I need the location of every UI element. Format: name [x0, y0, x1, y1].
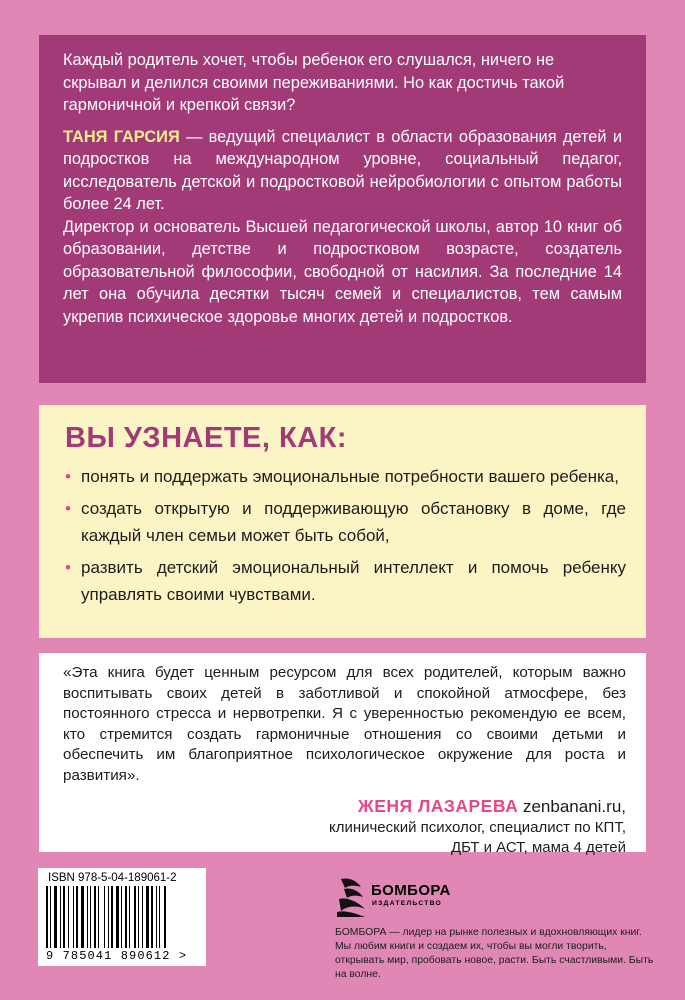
- barcode-bar: [90, 886, 91, 948]
- barcode-bar: [104, 886, 105, 948]
- publisher-name: БОМБОРА: [371, 882, 451, 899]
- barcode-bar: [138, 886, 139, 948]
- reviewer-role: [63, 818, 626, 858]
- isbn-label: ISBN 978-5-04-189061-2: [48, 872, 177, 884]
- author-bio-continued: Директор и основатель Высшей педагогической школы, автор 10 книг об образовании, детстве и подростковом возрасте, создатель образовательной философии, свободной от насилия. За последние 14 лет она обучила десятки тысяч семей и специалистов, тем самым укрепив психическое здоровье многих детей и подростков.: [63, 217, 622, 326]
- publisher-description: БОМБОРА — лидер на рынке полезных и вдохновляющих книг. Мы любим книги и создаем их, чтобы вы могли творить, открывать мир, пробовать новое, расти. Быть счастливыми. Быть на волне.: [335, 927, 654, 980]
- barcode-bar: [156, 886, 157, 948]
- barcode-bar: [125, 886, 127, 948]
- barcode-bar: [98, 886, 99, 948]
- intro-text: Каждый родитель хочет, чтобы ребенок его слушался, ничего не скрывал и делился своими переживаниями. Но как достичь такой гармоничной и крепкой связи?: [63, 51, 565, 114]
- list-item: [65, 463, 626, 490]
- barcode-bar: [116, 886, 119, 948]
- barcode-bar: [63, 886, 65, 948]
- list-item: [65, 554, 626, 608]
- barcode-bar: [73, 886, 74, 948]
- bullet-icon: •: [65, 467, 71, 486]
- list-item-text: развить детский эмоциональный интеллект и помочь ребенку управлять своими чувствами.: [81, 558, 626, 604]
- learn-box: [39, 405, 646, 638]
- barcode-bar: [129, 886, 130, 948]
- testimonial-signature: [63, 795, 626, 858]
- reviewer-site: zenbanani.ru,: [518, 797, 626, 816]
- publisher-logo: [335, 875, 655, 925]
- barcode-bar: [108, 886, 109, 948]
- barcode-bar: [76, 886, 78, 948]
- learn-list: [65, 463, 626, 608]
- barcode-block: [38, 868, 206, 966]
- list-item-text: создать открытую и поддерживающую обстановку в доме, где каждый член семьи может быть собой,: [81, 499, 626, 545]
- barcode-bar: [142, 886, 143, 948]
- testimonial-box: [39, 653, 646, 856]
- barcode-bar: [94, 886, 96, 948]
- publisher-subtitle: ИЗДАТЕЛЬСТВО: [372, 900, 443, 907]
- barcode-bar: [159, 886, 160, 948]
- barcode-bar: [146, 886, 149, 948]
- barcode-bar: [134, 886, 136, 948]
- barcode-bar: [121, 886, 122, 948]
- barcode-bar: [87, 886, 88, 948]
- barcode-bar: [46, 886, 48, 948]
- barcode-digits: 9 785041 890612 >: [46, 949, 188, 963]
- barcode-bar: [54, 886, 57, 948]
- signature-line: [63, 795, 626, 818]
- barcode-bar: [81, 886, 84, 948]
- barcode-bar: [68, 886, 69, 948]
- barcode-bar: [164, 886, 166, 948]
- barcode-bar: [60, 886, 61, 948]
- barcode-bars: [46, 886, 196, 948]
- bombora-logo-icon: [335, 875, 369, 919]
- barcode-bar: [50, 886, 51, 948]
- barcode-bar: [111, 886, 113, 948]
- reviewer-role-text: клинический психолог, специалист по КПТ, ДБТ и АСТ, мама 4 детей: [328, 819, 626, 856]
- author-bio-text: — ведущий специалист в области образования детей и подростков на международном уровне, социальный педагог, исследователь детской и подростковой нейробиологии с опытом работы более 24 лет.: [63, 127, 622, 213]
- author-bio: [63, 126, 622, 216]
- author-name: ТАНЯ ГАРСИЯ: [63, 127, 180, 146]
- barcode-bar: [151, 886, 153, 948]
- testimonial-text: «Эта книга будет ценным ресурсом для всех родителей, которым важно воспитывать своих детей в заботливой и спокойной атмосфере, без постоянного стресса и нервотрепки. Я с уверенностью рекомендую ее всем, кто стремится создать гармоничные отношения со своими детьми и обеспечить им благоприятное психологическое окружение для роста и развития».: [63, 664, 626, 784]
- bullet-icon: •: [65, 499, 71, 518]
- bullet-icon: •: [65, 558, 71, 577]
- author-info-box: [39, 35, 646, 383]
- list-item: [65, 495, 626, 549]
- reviewer-name: ЖЕНЯ ЛАЗАРЕВА: [357, 796, 519, 816]
- list-item-text: понять и поддержать эмоциональные потребности вашего ребенка,: [81, 467, 619, 486]
- learn-title: ВЫ УЗНАЕТЕ, КАК:: [65, 422, 347, 454]
